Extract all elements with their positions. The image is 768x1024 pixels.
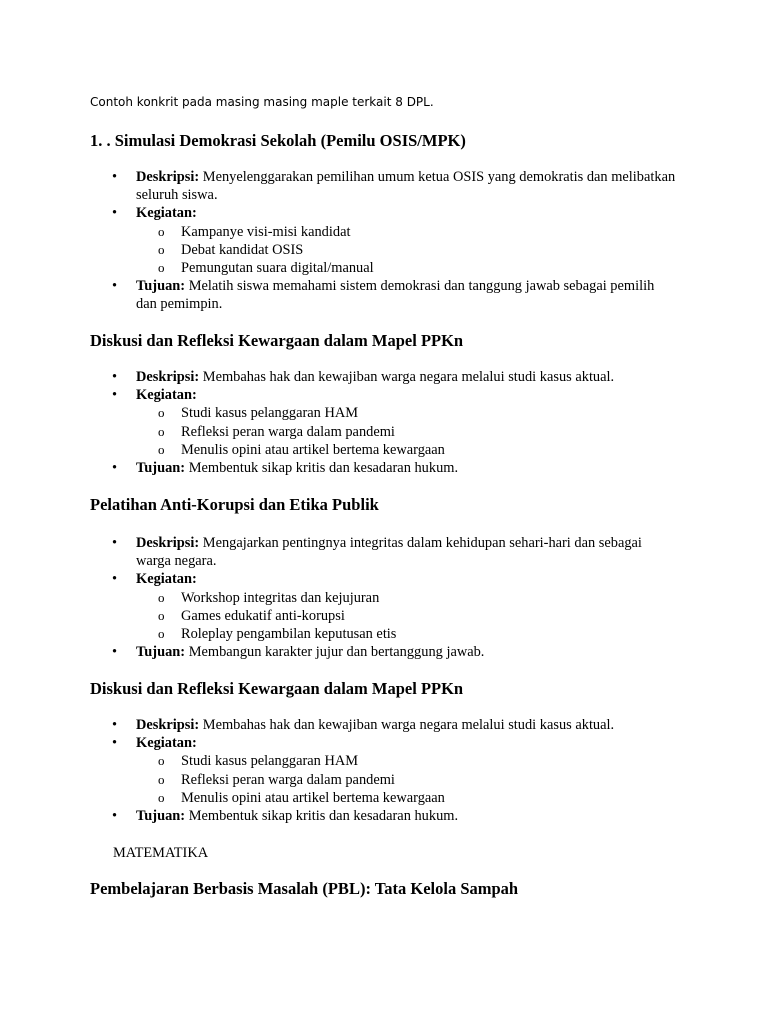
kegiatan-label: Kegiatan: [136, 735, 197, 752]
section-list [90, 716, 690, 825]
deskripsi-label: Deskripsi: [136, 169, 200, 185]
circle-bullet-icon: o [158, 753, 165, 769]
bullet-icon: • [112, 387, 118, 404]
deskripsi-text: Menyelenggarakan pemilihan umum ketua OSIS yang demokratis dan melibatkan seluruh siswa. [136, 169, 676, 204]
tujuan-label: Tujuan: [136, 460, 186, 477]
deskripsi-text: Mengajarkan pentingnya integritas dalam kehidupan sehari-hari dan sebagai warga negara. [136, 535, 642, 570]
bullet-icon: • [112, 717, 118, 733]
section-2 [90, 331, 690, 477]
section-1 [90, 131, 690, 314]
deskripsi-label: Deskripsi: [136, 369, 200, 385]
list-item: o Menulis opini atau artikel bertema kewargaan [158, 789, 445, 806]
deskripsi-label: Deskripsi: [136, 717, 200, 733]
section-heading: Diskusi dan Refleksi Kewargaan dalam Mapel PPKn [90, 331, 464, 350]
kegiatan-label: Kegiatan: [136, 571, 197, 588]
kegiatan-label: Kegiatan: [136, 387, 197, 404]
bullet-icon: • [112, 205, 118, 222]
bullet-icon: • [112, 369, 118, 385]
list-item: o Debat kandidat OSIS [158, 241, 304, 258]
bullet-icon: • [112, 535, 118, 551]
list-item: o Studi kasus pelanggaran HAM [158, 405, 359, 422]
list-item-kegiatan [90, 570, 690, 643]
intro-text: Contoh konkrit pada masing masing maple terkait 8 DPL. [90, 95, 434, 109]
list-item: o Roleplay pengambilan keputusan etis [158, 626, 397, 643]
subject-label: MATEMATIKA [113, 845, 209, 861]
kegiatan-list [136, 589, 690, 644]
tujuan-label: Tujuan: [136, 278, 186, 295]
tujuan-label: Tujuan: [136, 644, 186, 661]
section-4 [90, 679, 690, 825]
circle-bullet-icon: o [158, 789, 165, 805]
list-item-kegiatan [90, 204, 690, 277]
section-list [90, 534, 690, 661]
circle-bullet-icon: o [158, 260, 165, 276]
list-item-deskripsi [90, 716, 690, 734]
list-item-deskripsi [90, 168, 690, 204]
bullet-icon: • [112, 169, 118, 185]
bullet-icon: • [112, 808, 118, 825]
deskripsi-text: Membahas hak dan kewajiban warga negara melalui studi kasus aktual. [202, 717, 615, 733]
section-list [90, 368, 690, 477]
list-item-tujuan [90, 277, 690, 313]
list-item: o Workshop integritas dan kejujuran [158, 589, 380, 606]
tujuan-text: Membangun karakter jujur dan bertanggung jawab. [188, 644, 485, 661]
section-heading: Pembelajaran Berbasis Masalah (PBL): Tata Kelola Sampah [90, 879, 519, 898]
section-heading: 1. . Simulasi Demokrasi Sekolah (Pemilu OSIS/MPK) [90, 131, 466, 150]
tujuan-text: Membentuk sikap kritis dan kesadaran hukum. [188, 460, 459, 477]
kegiatan-list [136, 404, 690, 459]
list-item-tujuan [90, 459, 690, 477]
circle-bullet-icon: o [158, 589, 165, 605]
list-item-deskripsi [90, 368, 690, 386]
tujuan-text: Melatih siswa memahami sistem demokrasi dan tanggung jawab sebagai pemilih dan pemimpin. [136, 278, 655, 313]
list-item: o Kampanye visi-misi kandidat [158, 223, 351, 240]
section-list [90, 168, 690, 314]
circle-bullet-icon: o [158, 626, 165, 642]
section-5 [90, 879, 690, 899]
tujuan-text: Membentuk sikap kritis dan kesadaran hukum. [188, 808, 459, 825]
list-item: o Studi kasus pelanggaran HAM [158, 753, 359, 770]
kegiatan-list [136, 223, 690, 278]
circle-bullet-icon: o [158, 607, 165, 623]
bullet-icon: • [112, 644, 118, 661]
tujuan-label: Tujuan: [136, 808, 186, 825]
deskripsi-text: Membahas hak dan kewajiban warga negara melalui studi kasus aktual. [202, 369, 615, 385]
deskripsi-label: Deskripsi: [136, 535, 200, 551]
circle-bullet-icon: o [158, 441, 165, 457]
bullet-icon: • [112, 571, 118, 588]
circle-bullet-icon: o [158, 223, 165, 239]
circle-bullet-icon: o [158, 771, 165, 787]
list-item: o Refleksi peran warga dalam pandemi [158, 771, 395, 788]
section-heading: Pelatihan Anti-Korupsi dan Etika Publik [90, 495, 379, 514]
list-item-tujuan [90, 807, 690, 825]
list-item-deskripsi [90, 534, 690, 570]
list-item-kegiatan [90, 734, 690, 807]
list-item-tujuan [90, 643, 690, 661]
list-item: o Games edukatif anti-korupsi [158, 607, 345, 624]
bullet-icon: • [112, 735, 118, 752]
circle-bullet-icon: o [158, 241, 165, 257]
list-item-kegiatan [90, 386, 690, 459]
list-item: o Pemungutan suara digital/manual [158, 260, 374, 277]
bullet-icon: • [112, 278, 118, 295]
list-item: o Refleksi peran warga dalam pandemi [158, 423, 395, 440]
circle-bullet-icon: o [158, 423, 165, 439]
list-item: o Menulis opini atau artikel bertema kewargaan [158, 441, 445, 458]
bullet-icon: • [112, 460, 118, 477]
kegiatan-label: Kegiatan: [136, 205, 197, 222]
circle-bullet-icon: o [158, 405, 165, 421]
section-3 [90, 495, 690, 661]
section-heading: Diskusi dan Refleksi Kewargaan dalam Mapel PPKn [90, 679, 464, 698]
kegiatan-list [136, 752, 690, 807]
